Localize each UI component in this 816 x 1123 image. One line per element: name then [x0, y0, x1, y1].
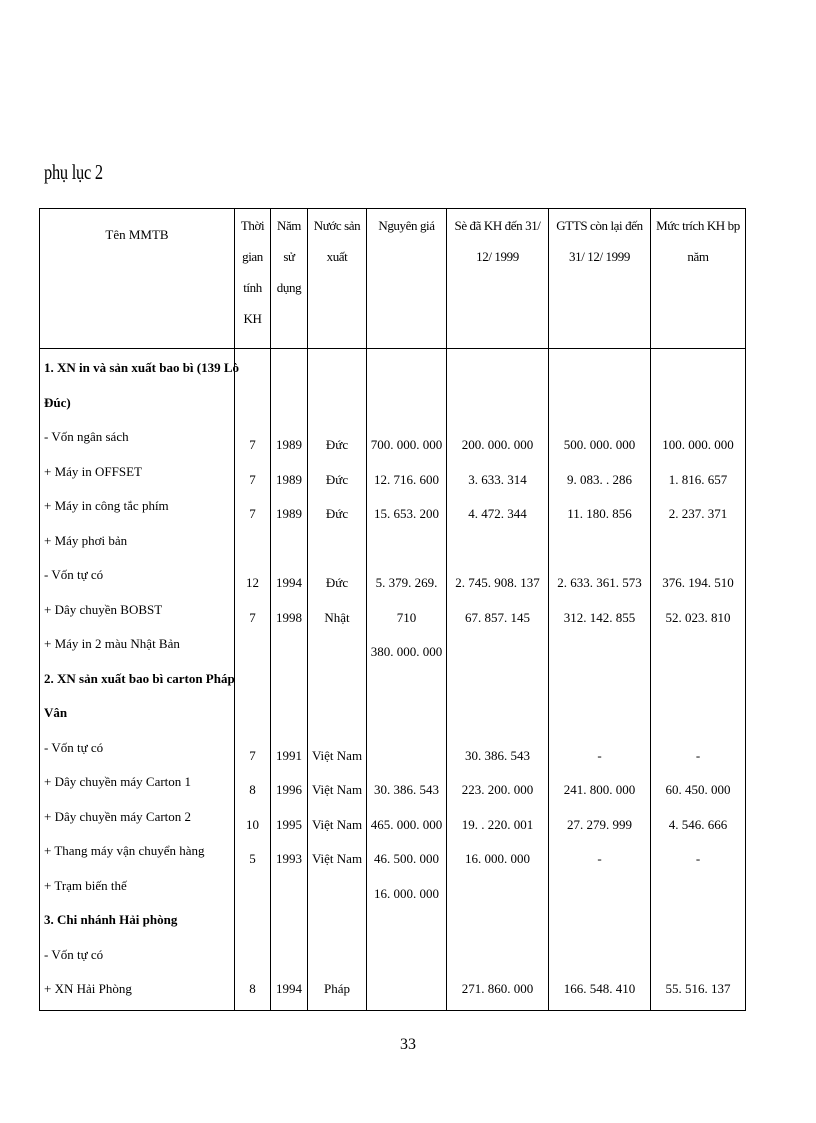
country-value: Việt Nam — [311, 851, 363, 866]
header-period-l1: Thời — [240, 218, 265, 233]
equipment-table — [39, 208, 746, 1011]
depreciated-column — [447, 349, 549, 1011]
header-rate-l1: Mức trích KH bp — [656, 218, 740, 233]
original-value: 16. 000. 000 — [374, 885, 439, 901]
year-value: 1989 — [276, 437, 302, 452]
year-column — [271, 349, 308, 1011]
country-value: Đức — [325, 437, 349, 452]
depreciated-value: 30. 386. 543 — [465, 747, 530, 763]
depreciated-value: 3. 633. 314 — [468, 471, 527, 487]
original-value: 700. 000. 000 — [370, 437, 443, 452]
original-value: 465. 000. 000 — [370, 816, 443, 832]
country-value: Việt Nam — [311, 747, 363, 763]
period-column — [235, 349, 271, 1011]
rate-value: 376. 194. 510 — [662, 575, 734, 590]
period-value: 8 — [249, 981, 256, 996]
header-depreciated-l2: 12/ 1999 — [476, 249, 519, 264]
header-country-l2: xuất — [326, 249, 348, 264]
period-value: 5 — [249, 851, 256, 866]
rate-value: 52. 023. 810 — [665, 609, 731, 625]
rate-value: 100. 000. 000 — [662, 437, 734, 452]
header-remaining-l2: 31/ 12/ 1999 — [569, 249, 630, 264]
depreciated-value: 16. 000. 000 — [465, 851, 530, 866]
list-item: + Máy in OFFSET — [44, 463, 142, 479]
period-value: 7 — [249, 609, 256, 625]
period-value: 10 — [246, 816, 259, 832]
list-item: + Trạm biến thế — [44, 877, 127, 893]
original-value: 380. 000. 000 — [370, 644, 443, 659]
remaining-column — [549, 349, 651, 1011]
header-country — [308, 209, 367, 349]
list-item: + XN Hải Phòng — [44, 981, 132, 996]
rate-value: 60. 450. 000 — [665, 782, 731, 797]
rate-value: 55. 516. 137 — [665, 981, 731, 996]
list-item: + Máy in công tắc phím — [44, 498, 169, 513]
header-period-l2: gian — [242, 249, 263, 264]
period-value: 7 — [249, 747, 256, 763]
list-item: + Dây chuyền máy Carton 2 — [44, 808, 192, 824]
header-rate-l2: năm — [687, 249, 709, 264]
year-value: 1996 — [276, 782, 302, 797]
list-item: + Thang máy vận chuyển hàng — [44, 843, 205, 858]
rate-value: 1. 816. 657 — [668, 471, 728, 487]
remaining-value: 27. 279. 999 — [567, 816, 632, 832]
year-value: 1994 — [276, 575, 302, 590]
page-number: 33 — [400, 1036, 416, 1053]
year-value: 1989 — [276, 471, 302, 487]
list-item: + Dây chuyền máy Carton 1 — [44, 774, 192, 789]
list-item: + Máy in 2 màu Nhật Bản — [44, 636, 180, 651]
rate-value: - — [695, 851, 701, 866]
country-value: Nhật — [324, 609, 350, 625]
year-value: 1994 — [276, 981, 302, 996]
depreciated-value: 2. 745. 908. 137 — [455, 575, 540, 590]
remaining-value: 2. 633. 361. 573 — [557, 575, 642, 590]
header-row — [40, 209, 746, 349]
original-value: 12. 716. 600 — [374, 471, 439, 487]
header-period — [235, 209, 271, 349]
year-value: 1995 — [276, 816, 302, 832]
country-value: Việt Nam — [311, 816, 363, 832]
remaining-value: 166. 548. 410 — [563, 981, 636, 996]
header-depreciated — [447, 209, 549, 349]
original-value: 15. 653. 200 — [374, 506, 439, 521]
remaining-value: - — [597, 851, 602, 866]
remaining-value: 312. 142. 855 — [563, 609, 636, 625]
year-value: 1993 — [276, 851, 302, 866]
rate-value: 4. 546. 666 — [668, 816, 728, 832]
header-original-l1: Nguyên giá — [378, 218, 435, 233]
list-item: - Vốn tự có — [44, 946, 104, 962]
section-3-title: 3. Chi nhánh Hải phòng — [44, 912, 178, 927]
period-value: 12 — [246, 575, 259, 590]
year-value: 1998 — [276, 609, 302, 625]
list-item: - Vốn ngân sách — [44, 429, 129, 444]
depreciated-value: 4. 472. 344 — [468, 506, 527, 521]
section-2-title: 2. XN sản xuất bao bì carton Pháp — [44, 670, 235, 686]
header-name — [40, 209, 235, 349]
year-value: 1989 — [276, 506, 302, 521]
rate-column — [651, 349, 746, 1011]
remaining-value: 500. 000. 000 — [563, 437, 636, 452]
list-item: + Máy phơi bản — [44, 532, 128, 548]
list-item: - Vốn tự có — [44, 739, 104, 755]
equipment-names-cell — [40, 349, 240, 1011]
depreciated-value: 200. 000. 000 — [461, 437, 534, 452]
header-rate — [651, 209, 746, 349]
header-period-l4: KH — [243, 311, 262, 326]
list-item: - Vốn tự có — [44, 567, 104, 582]
list-item: + Dây chuyền BOBST — [44, 601, 163, 617]
country-value: Đức — [325, 575, 349, 590]
depreciated-value: 67. 857. 145 — [465, 609, 530, 625]
header-name-label: Tên MMTB — [105, 227, 169, 242]
header-original — [367, 209, 447, 349]
section-1-title-cont: Đúc) — [44, 394, 71, 410]
header-year-l3: dụng — [276, 280, 302, 295]
header-remaining-l1: GTTS còn lại đến — [556, 218, 643, 233]
header-period-l3: tính — [243, 280, 262, 295]
period-value: 7 — [249, 506, 256, 521]
country-value: Việt Nam — [311, 782, 363, 797]
section-2-title-cont: Vân — [44, 705, 68, 720]
header-year-l2: sử — [283, 249, 295, 264]
rate-value: - — [695, 747, 701, 763]
original-value: 710 — [396, 609, 417, 625]
year-value: 1991 — [276, 747, 302, 763]
remaining-value: - — [597, 747, 602, 763]
body-row — [40, 349, 746, 1011]
header-depreciated-l1: Sè đã KH đến 31/ — [454, 218, 541, 233]
country-column — [308, 349, 367, 1011]
original-value: 46. 500. 000 — [374, 851, 439, 866]
country-value: Đức — [325, 471, 349, 487]
period-value: 8 — [249, 782, 256, 797]
section-1-title: 1. XN in và sản xuất bao bì (139 Lò — [44, 360, 240, 375]
original-value: 30. 386. 543 — [374, 782, 439, 797]
country-value: Đức — [325, 506, 349, 521]
rate-value: 2. 237. 371 — [668, 506, 728, 521]
period-value: 7 — [249, 471, 256, 487]
remaining-value: 9. 083. . 286 — [567, 471, 632, 487]
header-country-l1: Nước sản — [313, 218, 361, 233]
original-value: 5. 379. 269. — [375, 575, 438, 590]
remaining-value: 241. 800. 000 — [563, 782, 636, 797]
depreciated-value: 19. . 220. 001 — [461, 816, 534, 832]
depreciated-value: 271. 860. 000 — [461, 981, 534, 996]
appendix-heading: phụ lục 2 — [44, 160, 103, 184]
header-year-l1: Năm — [276, 218, 302, 233]
period-value: 7 — [249, 437, 256, 452]
country-value: Pháp — [324, 981, 350, 996]
original-value-column — [367, 349, 447, 1011]
header-remaining — [549, 209, 651, 349]
remaining-value: 11. 180. 856 — [567, 506, 632, 521]
depreciated-value: 223. 200. 000 — [461, 782, 534, 797]
header-year — [271, 209, 308, 349]
